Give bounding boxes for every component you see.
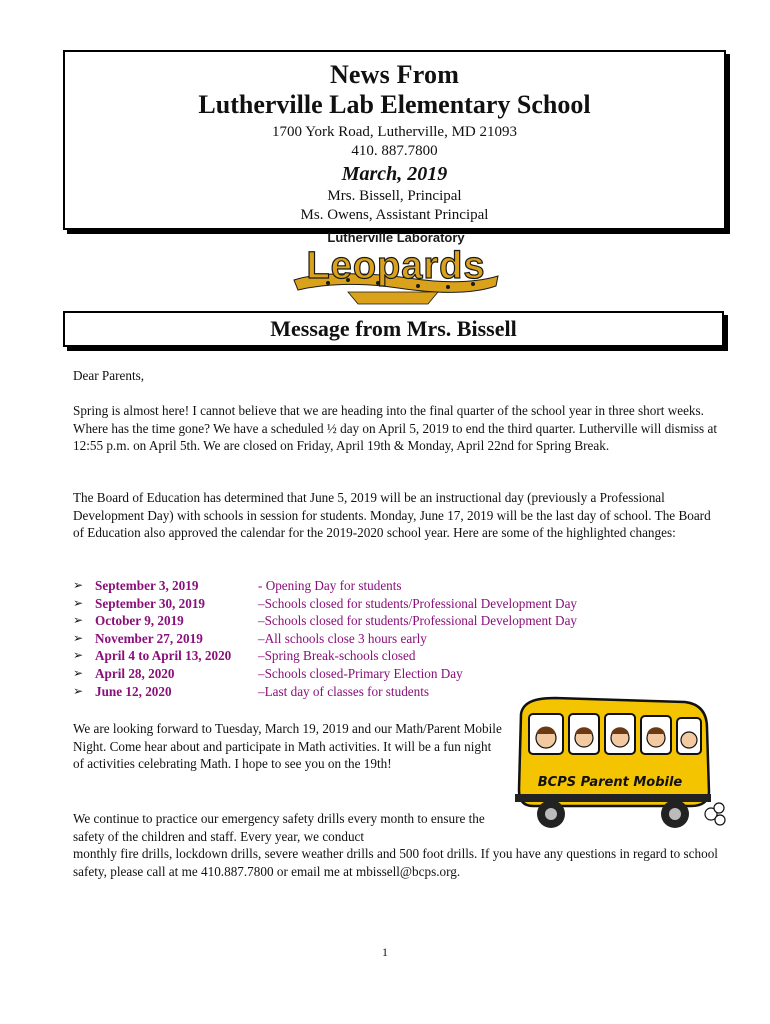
newsletter-header (63, 50, 726, 230)
school-name: Lutherville Lab Elementary School (198, 90, 591, 119)
school-phone: 410. 887.7800 (351, 143, 438, 159)
page-number: 1 (382, 945, 388, 959)
paragraph-safety-drills-end: monthly fire drills, lockdown drills, severe weather drills and 500 foot drills. If you have any questions in regard to school safety, please call at me 410.887.7800 or email me at mbissell@bcps.org. (73, 846, 718, 879)
list-item (73, 665, 693, 683)
highlight-description: - Opening Day for students (258, 578, 402, 593)
list-item (73, 630, 693, 648)
list-item (73, 577, 693, 595)
bus-sign: BCPS Parent Mobile (537, 775, 683, 790)
arrow-bullet-icon: ➢ (73, 683, 84, 698)
paragraph-math-night: We are looking forward to Tuesday, March 19, 2019 and our Math/Parent Mobile Night. Come hear about and participate in Math activities. It will be a fun night of activities celebrating Math. I hope to see you on the 19th! (73, 721, 502, 772)
assistant-principal-name: Ms. Owens, Assistant Principal (300, 207, 489, 223)
logo-main-text: Leopards (306, 245, 486, 287)
arrow-bullet-icon: ➢ (73, 613, 84, 628)
arrow-bullet-icon: ➢ (73, 648, 84, 663)
list-item (73, 612, 693, 630)
paragraph-spring: Spring is almost here! I cannot believe that we are heading into the final quarter of the school year in three short weeks. Where has the time gone? We have a scheduled ½ day on April 5, 2019 to end the third quarter. Lutherville will dismiss at 12:55 p.m. on April 5th. We are closed on Friday, April 19th & Monday, April 22nd for Spring Break. (73, 403, 717, 454)
arrow-bullet-icon: ➢ (73, 595, 84, 610)
paragraph-safety-drills-start: We continue to practice our emergency safety drills every month to ensure the safety of the children and staff. Every year, we conduct (73, 811, 485, 844)
highlight-date: September 3, 2019 (95, 578, 199, 593)
arrow-bullet-icon: ➢ (73, 665, 84, 680)
highlight-date: June 12, 2020 (95, 683, 172, 699)
message-section-header (63, 311, 724, 347)
school-address: 1700 York Road, Lutherville, MD 21093 (272, 124, 517, 140)
logo-top-text: Lutherville Laboratory (327, 230, 465, 245)
issue-date: March, 2019 (341, 163, 448, 185)
highlight-date: November 27, 2019 (95, 630, 203, 646)
greeting: Dear Parents, (73, 368, 145, 383)
message-title: Message from Mrs. Bissell (270, 316, 517, 341)
list-item (73, 595, 693, 613)
arrow-bullet-icon: ➢ (73, 578, 84, 592)
newsletter-title-line1: News From (329, 60, 460, 89)
highlight-description: –Spring Break-schools closed (258, 648, 416, 664)
highlight-description: –Schools closed-Primary Election Day (258, 665, 463, 681)
highlight-date: April 4 to April 13, 2020 (95, 648, 232, 664)
highlight-description: –Last day of classes for students (258, 683, 430, 699)
highlight-description: –All schools close 3 hours early (258, 630, 427, 646)
highlight-date: September 30, 2019 (95, 595, 206, 611)
leopards-logo (288, 228, 503, 308)
highlight-date: October 9, 2019 (95, 613, 184, 629)
highlight-description: –Schools closed for students/Professional Development Day (258, 613, 578, 629)
highlight-date: April 28, 2020 (95, 665, 175, 681)
paragraph-board-of-education: The Board of Education has determined that June 5, 2019 will be an instructional day (previously a Professional Development Day) with schools in session for students. Monday, June 17, 2019 will be the last day of school. The Board of Education also approved the calendar for the 2019-2020 school year. Here are some of the highlighted changes: (73, 490, 711, 541)
school-bus-illustration (515, 696, 727, 842)
calendar-highlights-list (73, 577, 693, 700)
list-item (73, 647, 693, 665)
arrow-bullet-icon: ➢ (73, 630, 84, 645)
highlight-description: –Schools closed for students/Professional Development Day (258, 595, 578, 611)
principal-name: Mrs. Bissell, Principal (327, 188, 462, 204)
